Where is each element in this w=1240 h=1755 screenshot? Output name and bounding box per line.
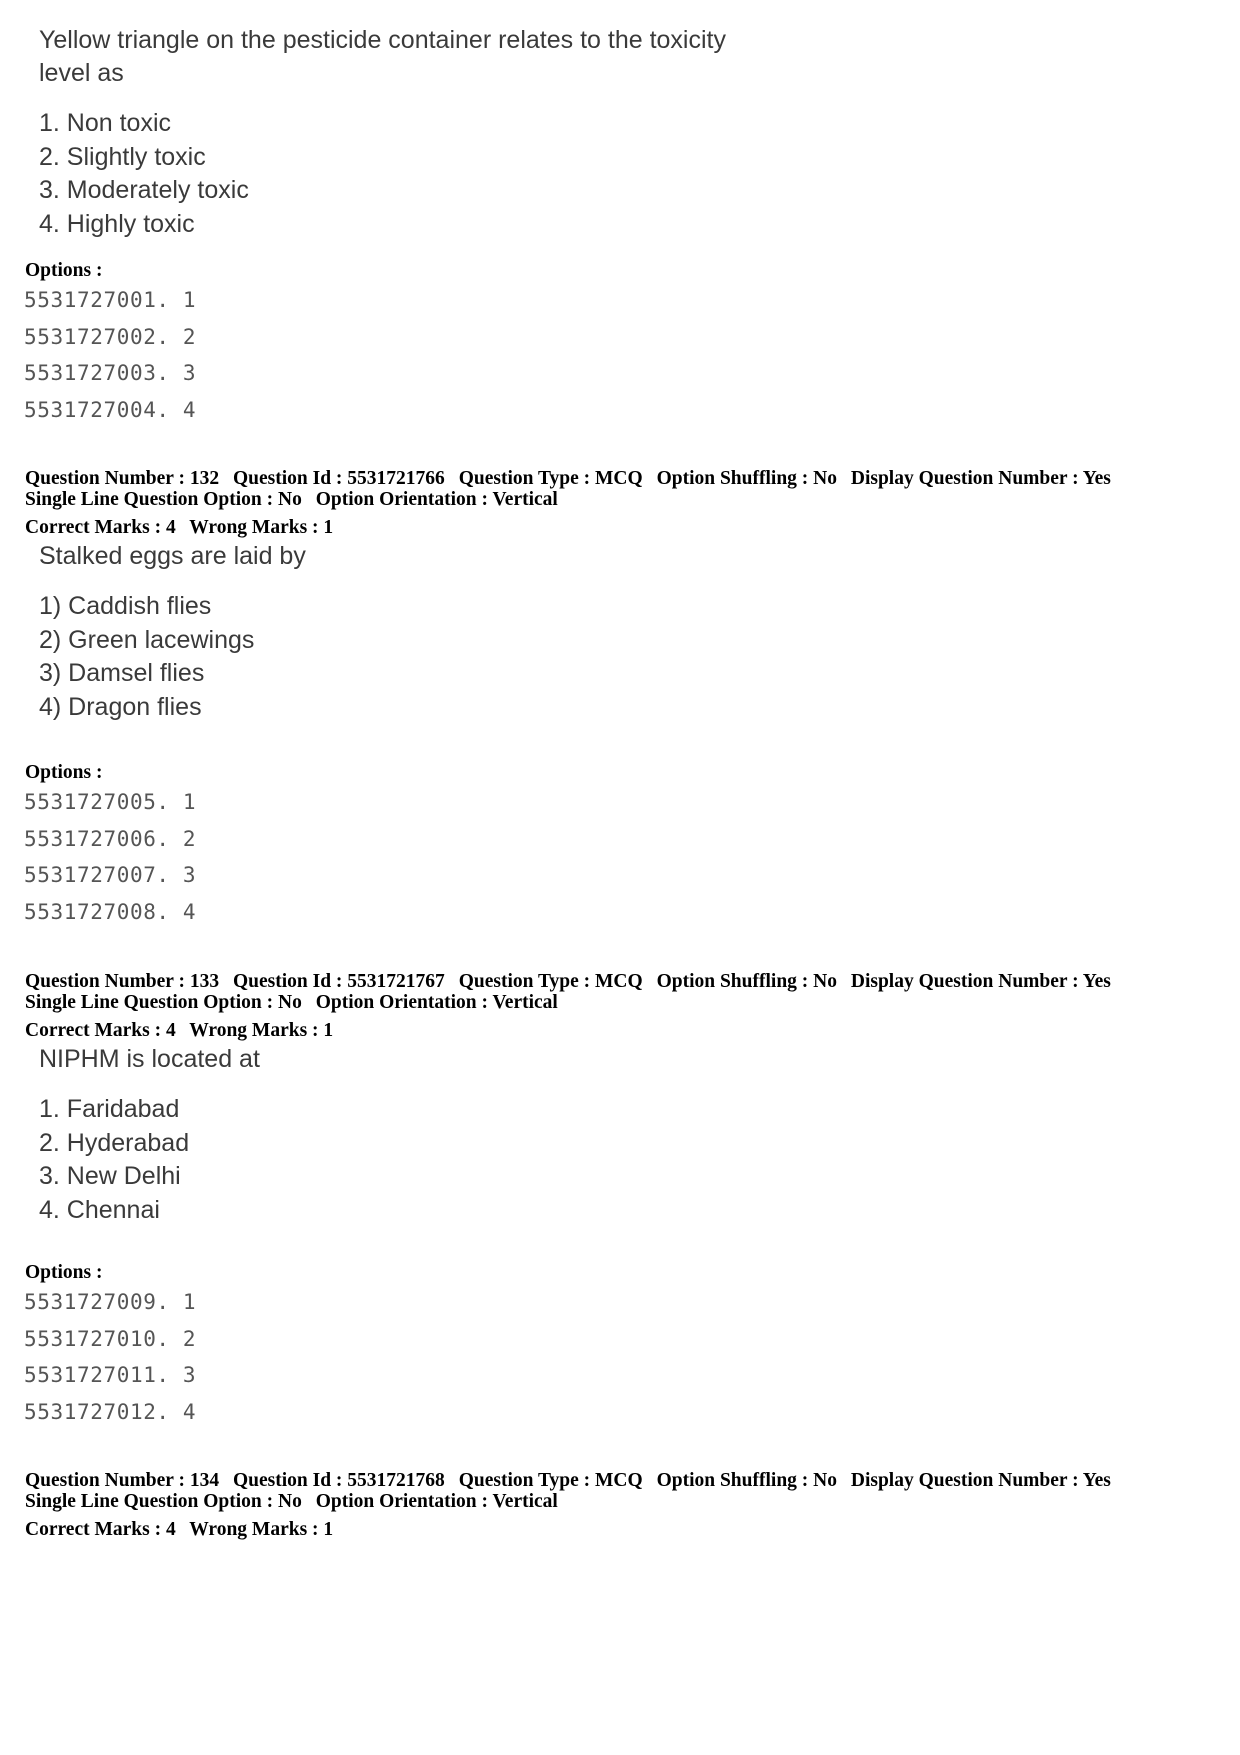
- question-134-meta-line-2: [25, 1491, 558, 1512]
- question-stem-line: NIPHM is located at: [39, 1045, 260, 1073]
- question-133-meta-line-2: [25, 992, 558, 1013]
- question-132-marks: [25, 517, 333, 538]
- option-orientation: Option Orientation : Vertical: [315, 489, 558, 510]
- correct-marks: Correct Marks : 4: [25, 1020, 176, 1041]
- option-item: 5531727002. 2: [24, 324, 197, 349]
- wrong-marks: Wrong Marks : 1: [189, 1020, 334, 1041]
- question-132-meta-line-2: [25, 489, 558, 510]
- option-item: 5531727012. 4: [24, 1399, 197, 1424]
- question-choices: [39, 590, 306, 724]
- options-label: Options :: [25, 1262, 103, 1283]
- question-stem-line: level as: [39, 59, 124, 87]
- question-id: Question Id : 5531721767: [232, 971, 445, 992]
- display-question-number: Display Question Number : Yes: [850, 468, 1111, 489]
- question-id: Question Id : 5531721768: [232, 1470, 445, 1491]
- choice-item: 4. Highly toxic: [39, 209, 195, 238]
- options-label: Options :: [25, 260, 103, 281]
- choice-item: 3. New Delhi: [39, 1162, 181, 1190]
- question-133-meta-line-1: [25, 971, 1111, 992]
- single-line-question-option: Single Line Question Option : No: [25, 489, 302, 510]
- question-choices: [39, 1093, 260, 1227]
- options-label: Options :: [25, 762, 103, 783]
- display-question-number: Display Question Number : Yes: [850, 1470, 1111, 1491]
- choice-item: 1) Caddish flies: [39, 592, 212, 620]
- question-132-meta-line-1: [25, 468, 1111, 489]
- question-stem: [39, 540, 306, 573]
- option-item: 5531727009. 1: [24, 1290, 197, 1314]
- option-shuffling: Option Shuffling : No: [656, 971, 837, 992]
- option-item: 5531727007. 3: [24, 863, 197, 888]
- choice-item: 2) Green lacewings: [39, 625, 255, 654]
- question-number: Question Number : 134: [25, 1470, 220, 1491]
- wrong-marks: Wrong Marks : 1: [189, 1519, 334, 1540]
- question-stem: [39, 1043, 260, 1076]
- option-orientation: Option Orientation : Vertical: [315, 992, 558, 1013]
- choice-item: 2. Hyderabad: [39, 1128, 190, 1157]
- option-item: 5531727001. 1: [24, 288, 197, 312]
- question-number: Question Number : 133: [25, 971, 220, 992]
- option-item: 5531727005. 1: [24, 790, 197, 814]
- choice-item: 2. Slightly toxic: [39, 142, 206, 171]
- display-question-number: Display Question Number : Yes: [850, 971, 1111, 992]
- question-134-meta-line-1: [25, 1470, 1111, 1491]
- question-number: Question Number : 132: [25, 468, 220, 489]
- options-list: [24, 282, 196, 428]
- option-item: 5531727006. 2: [24, 826, 197, 851]
- option-item: 5531727011. 3: [24, 1363, 197, 1388]
- option-orientation: Option Orientation : Vertical: [315, 1491, 558, 1512]
- question-133-marks: [25, 1020, 333, 1041]
- question-134-marks: [25, 1519, 333, 1540]
- choice-item: 1. Non toxic: [39, 109, 172, 137]
- option-item: 5531727010. 2: [24, 1326, 197, 1351]
- choice-item: 4. Chennai: [39, 1195, 160, 1224]
- question-choices: [39, 107, 726, 241]
- question-stem-line: Yellow triangle on the pesticide container relates to the toxicity: [39, 26, 726, 54]
- choice-item: 1. Faridabad: [39, 1095, 180, 1123]
- single-line-question-option: Single Line Question Option : No: [25, 992, 302, 1013]
- option-item: 5531727004. 4: [24, 397, 197, 422]
- options-list: [24, 1284, 196, 1430]
- question-stem: [39, 24, 726, 90]
- option-shuffling: Option Shuffling : No: [656, 468, 837, 489]
- correct-marks: Correct Marks : 4: [25, 517, 176, 538]
- options-list: [24, 784, 196, 930]
- choice-item: 4) Dragon flies: [39, 692, 202, 721]
- question-type: Question Type : MCQ: [458, 468, 643, 489]
- question-stem-line: Stalked eggs are laid by: [39, 542, 306, 570]
- single-line-question-option: Single Line Question Option : No: [25, 1491, 302, 1512]
- choice-item: 3. Moderately toxic: [39, 176, 249, 204]
- question-131-image: [39, 24, 726, 241]
- option-item: 5531727008. 4: [24, 899, 197, 924]
- correct-marks: Correct Marks : 4: [25, 1519, 176, 1540]
- question-133-image: [39, 1043, 260, 1227]
- wrong-marks: Wrong Marks : 1: [189, 517, 334, 538]
- question-type: Question Type : MCQ: [458, 1470, 643, 1491]
- choice-item: 3) Damsel flies: [39, 659, 205, 687]
- option-shuffling: Option Shuffling : No: [656, 1470, 837, 1491]
- question-type: Question Type : MCQ: [458, 971, 643, 992]
- option-item: 5531727003. 3: [24, 361, 197, 386]
- question-132-image: [39, 540, 306, 724]
- question-id: Question Id : 5531721766: [232, 468, 445, 489]
